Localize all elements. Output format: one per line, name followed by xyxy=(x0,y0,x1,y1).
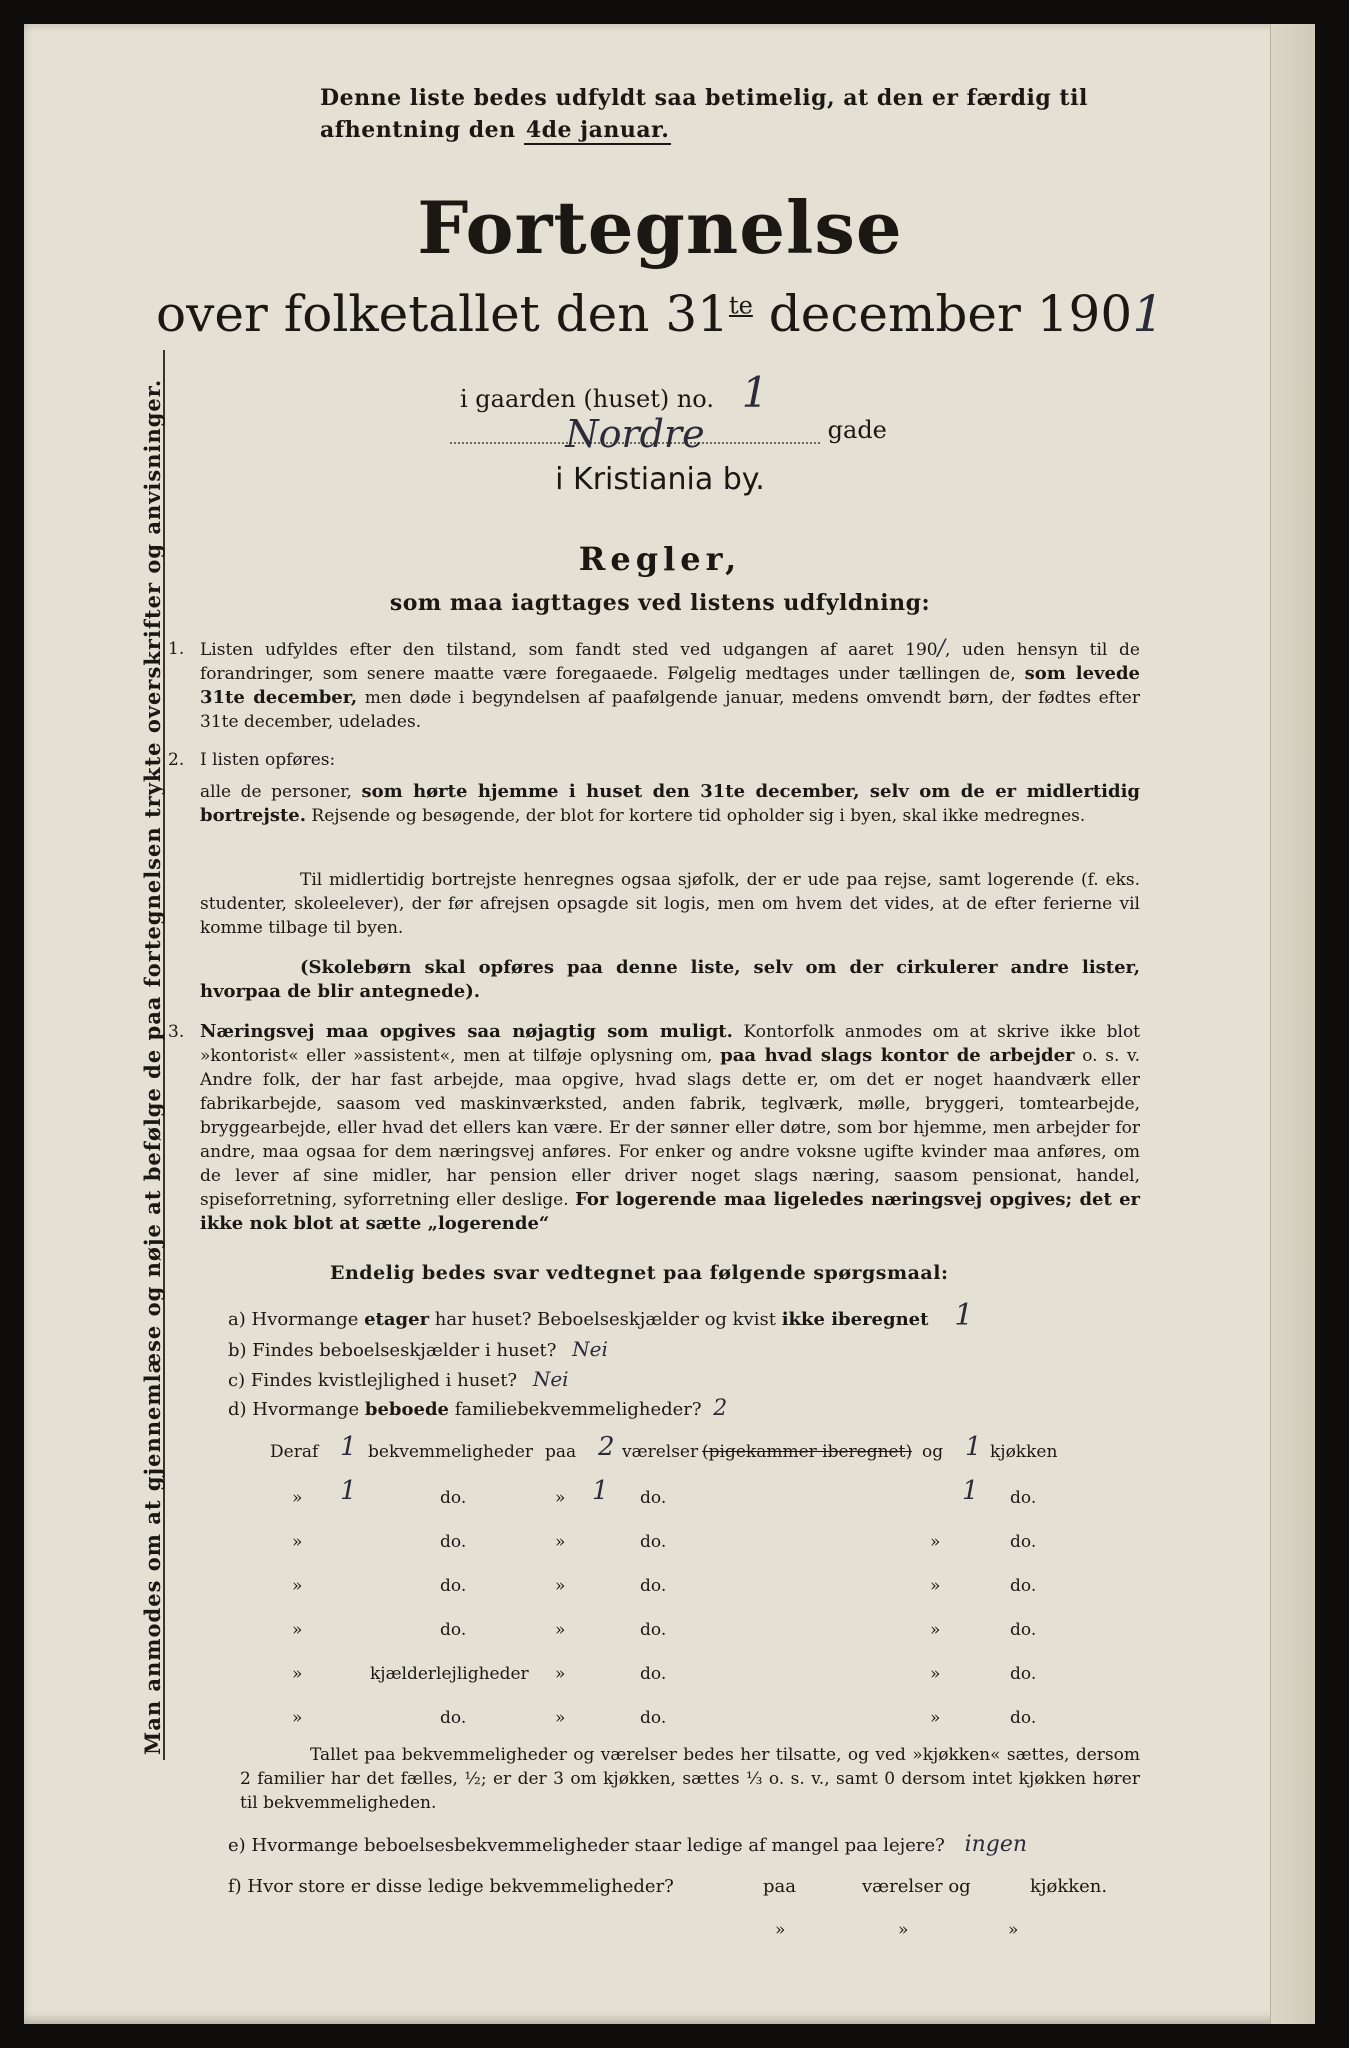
rule-1-year: / xyxy=(937,636,946,661)
question-f-vaer: værelser og xyxy=(862,1876,971,1897)
table-ditto: do. xyxy=(640,1664,667,1684)
street-field xyxy=(450,412,887,456)
table-row0-kitchen: 1 xyxy=(965,1432,982,1462)
table-deraf: Deraf xyxy=(270,1442,319,1462)
rules-heading: Regler, xyxy=(578,540,742,578)
question-f-paa: paa xyxy=(763,1876,796,1897)
rule-2 xyxy=(168,748,1140,772)
table-bekv-header: bekvemmeligheder xyxy=(368,1442,534,1462)
deadline-line1: Denne liste bedes udfyldt saa betimelig, at den er færdig til xyxy=(320,85,1088,111)
question-f-label: f) xyxy=(228,1876,242,1897)
deadline-line2 xyxy=(320,114,1140,146)
question-a-label: a) xyxy=(228,1309,246,1330)
question-a-bold-1: etager xyxy=(364,1309,430,1330)
table-mark: » xyxy=(555,1664,566,1684)
table-mark: » xyxy=(292,1664,303,1684)
table-mark: » xyxy=(930,1664,941,1684)
question-d-label: d) xyxy=(228,1399,247,1420)
house-number: 1 xyxy=(741,368,769,417)
rule-1-text-a: Listen udfyldes efter den tilstand, som fandt sted ved udgangen af aaret 190 xyxy=(200,640,938,660)
question-a-pre: Hvormange xyxy=(251,1309,359,1330)
question-d xyxy=(228,1396,727,1423)
question-e-label: e) xyxy=(228,1835,246,1856)
question-d-answer: 2 xyxy=(713,1396,728,1421)
street-suffix: gade xyxy=(827,416,887,444)
table-mark: » xyxy=(555,1488,566,1508)
table-ditto: do. xyxy=(440,1708,467,1728)
table-row1-rooms: 1 xyxy=(592,1476,609,1506)
question-e xyxy=(228,1832,1027,1859)
table-mark: » xyxy=(555,1532,566,1552)
rule-3-number: 3. xyxy=(168,1022,185,1042)
table-ditto: do. xyxy=(1010,1576,1037,1596)
rule-2-sailors: Til midlertidig bortrejste henregnes ogsaa sjøfolk, der er ude paa rejse, samt logerende (f. eks. studenter, skoleelever), der før afrejsen opsagde sit logis, men om hvem det vides, at de efter ferierne vil komme tilbage til byen. xyxy=(200,870,1140,938)
deadline-prefix: afhentning den xyxy=(320,117,516,143)
city-line: i Kristiania by. xyxy=(555,462,765,497)
table-mark: » xyxy=(898,1920,909,1940)
table-ditto: do. xyxy=(1010,1620,1037,1640)
table-ditto: do. xyxy=(1010,1488,1037,1508)
table-paa-header: paa xyxy=(545,1442,577,1462)
question-a-bold-2: ikke iberegnet xyxy=(781,1309,929,1330)
table-ditto: do. xyxy=(1010,1532,1037,1552)
table-mark: » xyxy=(555,1620,566,1640)
table-ditto: do. xyxy=(640,1708,667,1728)
table-ditto: do. xyxy=(640,1532,667,1552)
table-mark: » xyxy=(930,1576,941,1596)
questions-heading: Endelig bedes svar vedtegnet paa følgende spørgsmaal: xyxy=(330,1262,949,1284)
table-kjokken-header: kjøkken xyxy=(990,1442,1058,1462)
table-row0-count: 1 xyxy=(340,1432,357,1462)
rule-1-text-c: men døde i begyndelsen af paafølgende januar, medens omvendt børn, der fødtes efter 31te december, udelades. xyxy=(200,688,1140,732)
rule-2-text-a: alle de personer, xyxy=(200,782,352,802)
table-pige-header: (pigekammer iberegnet) xyxy=(702,1442,913,1462)
question-b xyxy=(228,1336,608,1364)
rule-3-text-b: o. s. v. Andre folk, der har fast arbejde, maa opgive, hvad slags dette er, om det er noget haandværk eller fabrikarbejde, saasom ved maskinværksted, anden fabrik, teglværk, mølle, bryggeri, tomtearbejde, bryggearbejde, eller hvad det ellers kan være. Er der sønner eller døtre, som bor hjemme, men arbejder for andre, maa ogsaa for dem næringsvej anføres. For enker og andre voksne ugifte kvinder maa anføres, om de lever af sine midler, har pension eller driver noget slags næring, saasom pensionat, handel, spiseforretning, syforretning eller deslige. xyxy=(200,1046,1141,1210)
table-og-header: og xyxy=(922,1442,944,1462)
table-kjaelder: kjælderlejligheder xyxy=(370,1664,529,1684)
rule-2-body xyxy=(200,780,1140,828)
rule-2-intro: I listen opføres: xyxy=(200,750,336,770)
rule-1-bold: som levede 31te december, xyxy=(200,663,1140,708)
side-note: Man anmodes om at gjennemlæse og nøje at befølge de paa fortegnelsen trykte overskrifter og anvisninger. xyxy=(140,378,165,1755)
rules-subheading: som maa iagttages ved listens udfyldning: xyxy=(389,590,931,616)
table-mark: » xyxy=(930,1532,941,1552)
table-mark: » xyxy=(292,1576,303,1596)
subtitle-sup: te xyxy=(728,291,753,320)
sheet-fold xyxy=(1270,24,1315,2024)
table-ditto: do. xyxy=(440,1488,467,1508)
rule-2-number: 2. xyxy=(168,750,185,770)
question-f xyxy=(228,1874,674,1900)
table-ditto: do. xyxy=(440,1620,467,1640)
table-ditto: do. xyxy=(640,1576,667,1596)
rule-2-text-b: Rejsende og besøgende, der blot for kortere tid opholder sig i byen, skal ikke medregnes. xyxy=(311,806,1086,826)
question-c-text: Findes kvistlejlighed i huset? xyxy=(250,1370,518,1391)
table-ditto: do. xyxy=(1010,1708,1037,1728)
question-c xyxy=(228,1366,569,1394)
table-mark: » xyxy=(775,1920,786,1940)
subtitle-prefix: over folketallet den 31 xyxy=(155,285,729,343)
table-ditto: do. xyxy=(440,1576,467,1596)
rule-3 xyxy=(168,1020,1141,1236)
street-name: Nordre xyxy=(450,412,820,444)
rule-2-bold: som hørte hjemme i huset den 31te december, selv om de er midlertidig bortrejste. xyxy=(200,781,1140,826)
year-handwritten: 1 xyxy=(1132,285,1164,343)
table-footnote: Tallet paa bekvemmeligheder og værelser bedes her tilsatte, og ved »kjøkken« sættes, dersom 2 familier har det fælles, ½; er der 3 om kjøkken, sættes ⅓ o. s. v., samt 0 dersom intet kjøkken hører til bekvemmeligheden. xyxy=(240,1745,1140,1813)
rule-3-bold-2: paa hvad slags kontor de arbejder xyxy=(720,1045,1075,1066)
table-row0-rooms: 2 xyxy=(598,1432,615,1462)
question-b-text: Findes beboelseskjælder i huset? xyxy=(252,1340,557,1361)
table-mark: » xyxy=(292,1532,303,1552)
question-e-text: Hvormange beboelsesbekvemmeligheder staar ledige af mangel paa lejere? xyxy=(251,1835,945,1856)
table-mark: » xyxy=(555,1708,566,1728)
table-ditto: do. xyxy=(640,1488,667,1508)
table-mark: » xyxy=(292,1620,303,1640)
rule-1 xyxy=(168,636,1140,734)
question-c-answer: Nei xyxy=(532,1367,569,1391)
question-a xyxy=(228,1298,974,1333)
question-d-post: familiebekvemmeligheder? xyxy=(454,1399,702,1420)
rule-3-bold-1: Næringsvej maa opgives saa nøjagtig som muligt. xyxy=(200,1021,733,1042)
page-subtitle xyxy=(150,285,1170,343)
question-f-text: Hvor store er disse ledige bekvemmeligheder? xyxy=(247,1876,674,1897)
rule-3-text-a: Kontorfolk anmodes om at skrive ikke blot »kontorist« eller »assistent«, men at tilføje oplysning om, xyxy=(200,1022,1141,1066)
table-row1-count: 1 xyxy=(340,1476,357,1506)
rule-2-schoolchildren: (Skolebørn skal opføres paa denne liste, selv om der cirkulerer andre lister, hvorpaa de blir antegnede). xyxy=(200,957,1140,1002)
table-mark: » xyxy=(555,1576,566,1596)
table-ditto: do. xyxy=(440,1532,467,1552)
question-b-label: b) xyxy=(228,1340,247,1361)
table-mark: » xyxy=(1008,1920,1019,1940)
table-ditto: do. xyxy=(1010,1664,1037,1684)
rule-1-number: 1. xyxy=(168,639,185,659)
house-field xyxy=(460,368,768,417)
question-d-bold: beboede xyxy=(364,1399,450,1420)
table-mark: » xyxy=(292,1708,303,1728)
table-row1-kitchen: 1 xyxy=(962,1476,979,1506)
question-c-label: c) xyxy=(228,1370,246,1391)
question-b-answer: Nei xyxy=(572,1337,608,1361)
deadline-note xyxy=(320,82,1140,146)
subtitle-suffix: december 190 xyxy=(768,285,1133,343)
deadline-date: 4de januar. xyxy=(525,117,670,143)
table-mark: » xyxy=(930,1620,941,1640)
question-d-pre: Hvormange xyxy=(252,1399,360,1420)
question-f-kjok: kjøkken. xyxy=(1030,1876,1108,1897)
question-a-mid: har huset? Beboelseskjælder og kvist xyxy=(434,1309,776,1330)
table-ditto: do. xyxy=(640,1620,667,1640)
house-label: i gaarden (huset) no. xyxy=(460,385,714,413)
page-title: Fortegnelse xyxy=(417,185,903,270)
question-a-answer: 1 xyxy=(954,1298,974,1333)
question-e-answer: ingen xyxy=(964,1832,1028,1857)
table-mark: » xyxy=(930,1708,941,1728)
table-vaer-header: værelser xyxy=(622,1442,699,1462)
table-mark: » xyxy=(292,1488,303,1508)
rule-3-bold-3: For logerende maa ligeledes næringsvej opgives; det er ikke nok blot at sætte „logerende“ xyxy=(200,1189,1141,1234)
rule-1-text-b: , uden hensyn til de forandringer, som senere maatte være foregaaede. Følgelig medtages under tællingen de, xyxy=(200,640,1140,684)
